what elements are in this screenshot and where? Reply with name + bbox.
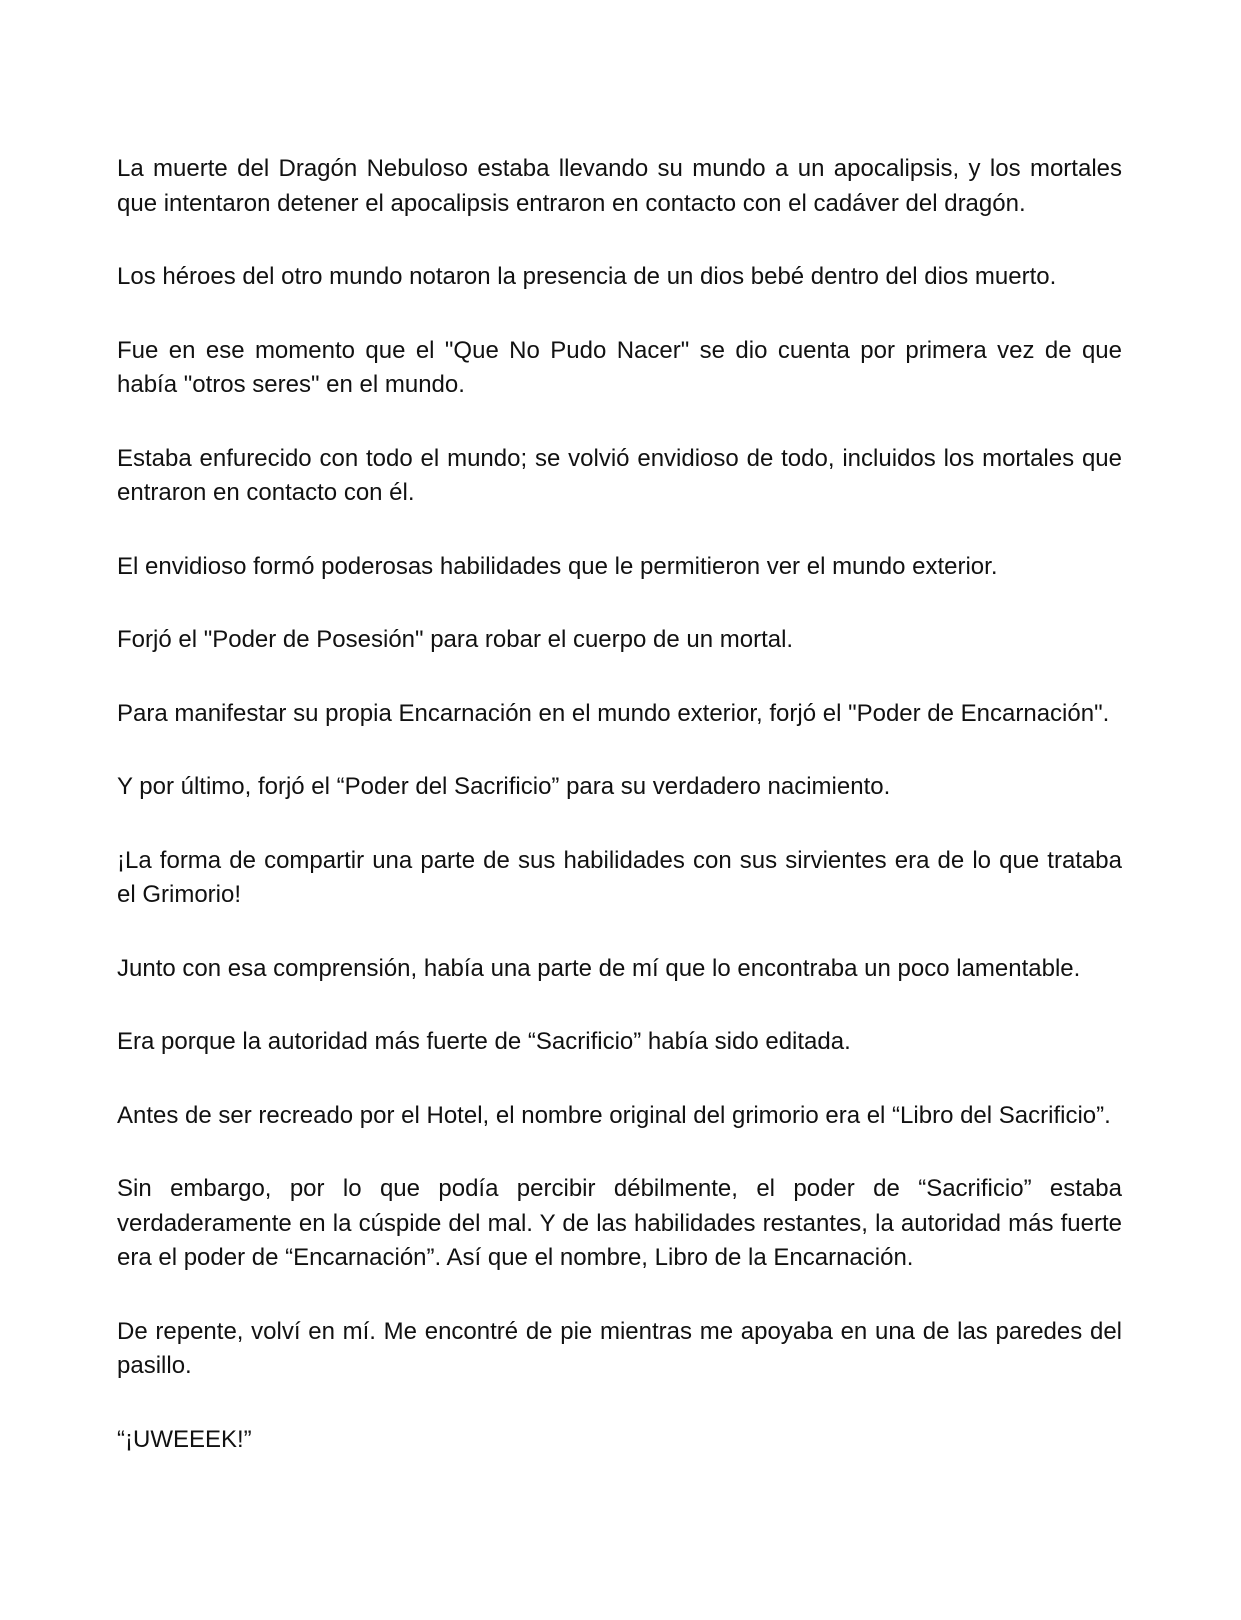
paragraph-7: Para manifestar su propia Encarnación en el mundo exterior, forjó el "Poder de Encarnación". xyxy=(117,699,1110,727)
paragraph-1: La muerte del Dragón Nebuloso estaba llevando su mundo a un apocalipsis, y los mortales que intentaron detener el apocalipsis entraron en contacto con el cadáver del dragón. xyxy=(117,155,1122,217)
paragraph-14: De repente, volví en mí. Me encontré de pie mientras me apoyaba en una de las paredes del pasillo. xyxy=(117,1317,1122,1379)
paragraph-15: “¡UWEEEK!” xyxy=(117,1425,252,1453)
paragraph-5: El envidioso formó poderosas habilidades que le permitieron ver el mundo exterior. xyxy=(117,552,998,580)
paragraph-13: Sin embargo, por lo que podía percibir débilmente, el poder de “Sacrificio” estaba verdaderamente en la cúspide del mal. Y de las habilidades restantes, la autoridad más fuerte era el poder de “Encarnación”. Así que el nombre, Libro de la Encarnación. xyxy=(117,1175,1122,1271)
paragraph-8: Y por último, forjó el “Poder del Sacrificio” para su verdadero nacimiento. xyxy=(117,773,891,800)
paragraph-4: Estaba enfurecido con todo el mundo; se volvió envidioso de todo, incluidos los mortales que entraron en contacto con él. xyxy=(117,444,1122,506)
paragraph-12: Antes de ser recreado por el Hotel, el nombre original del grimorio era el “Libro del Sacrificio”. xyxy=(117,1101,1111,1129)
paragraph-2: Los héroes del otro mundo notaron la presencia de un dios bebé dentro del dios muerto. xyxy=(117,263,1057,290)
paragraph-9: ¡La forma de compartir una parte de sus habilidades con sus sirvientes era de lo que trataba el Grimorio! xyxy=(117,846,1122,908)
body-text xyxy=(117,152,1122,1457)
paragraph-6: Forjó el "Poder de Posesión" para robar el cuerpo de un mortal. xyxy=(117,626,794,653)
paragraph-10: Junto con esa comprensión, había una parte de mí que lo encontraba un poco lamentable. xyxy=(117,954,1081,982)
paragraph-3: Fue en ese momento que el "Que No Pudo Nacer" se dio cuenta por primera vez de que había "otros seres" en el mundo. xyxy=(117,336,1122,398)
paragraph-11: Era porque la autoridad más fuerte de “Sacrificio” había sido editada. xyxy=(117,1028,851,1055)
